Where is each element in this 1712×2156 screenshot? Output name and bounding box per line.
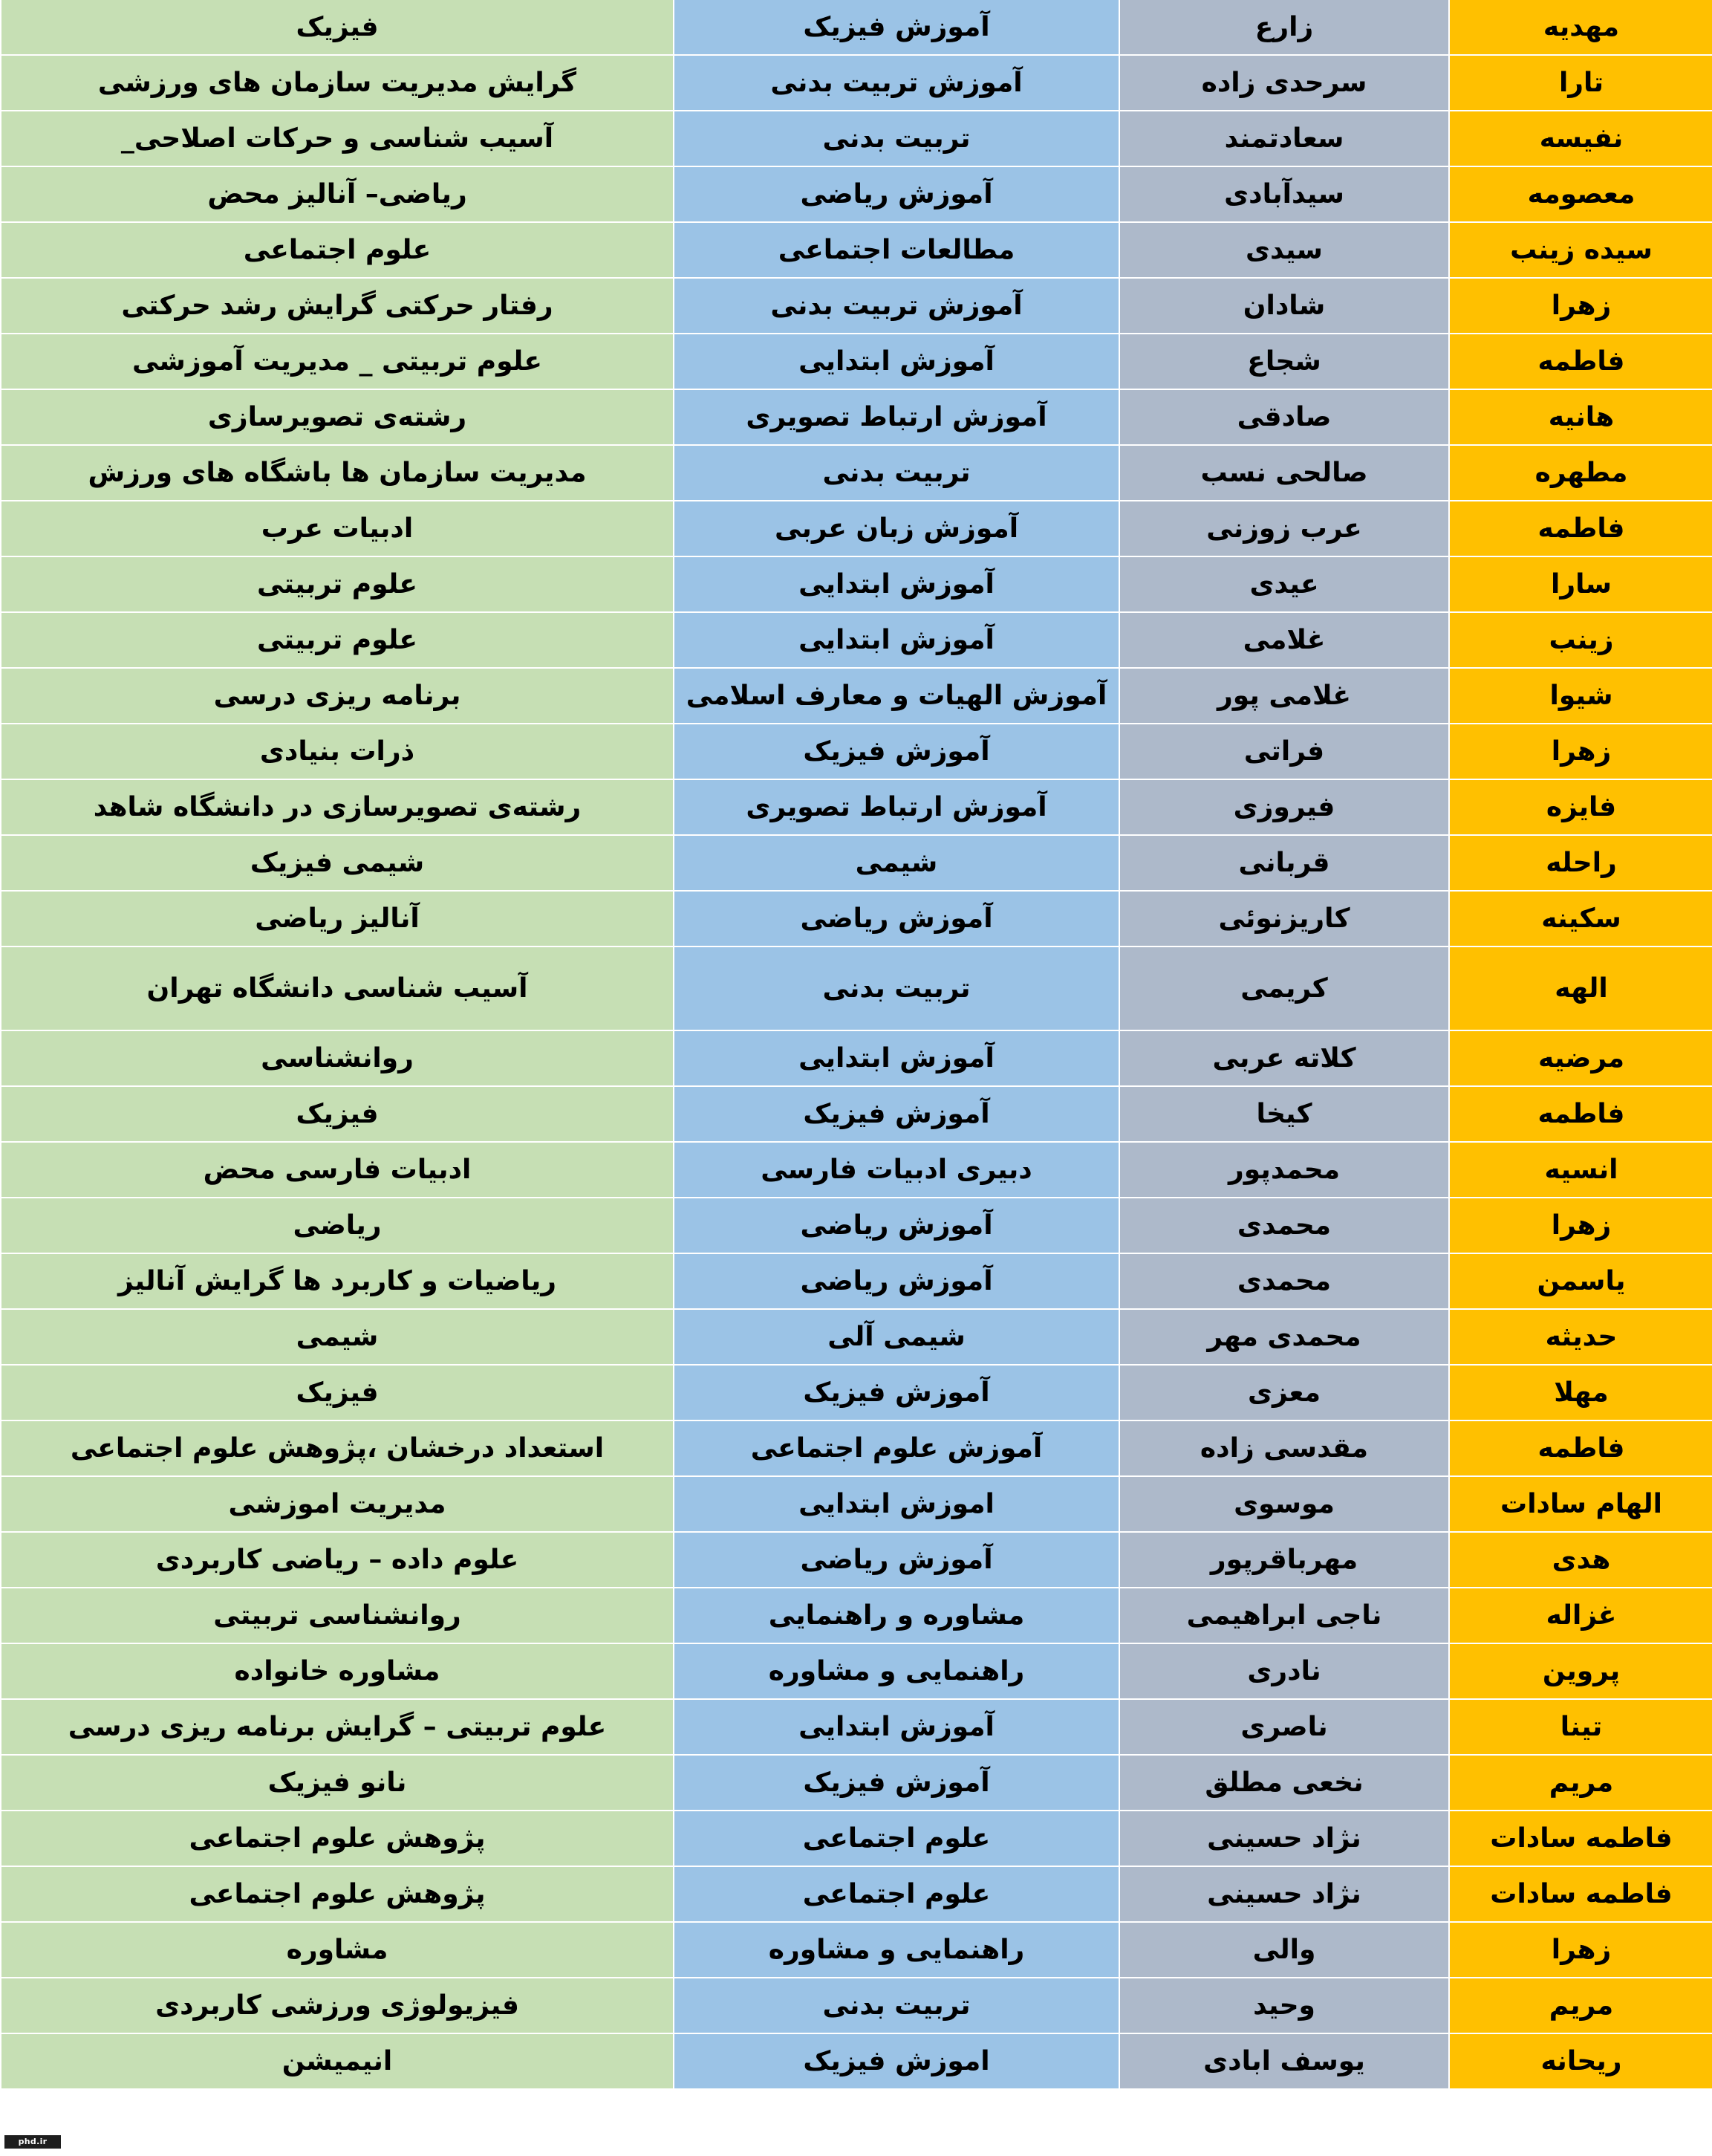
table-row	[1, 1643, 1712, 1699]
last-name-cell: سیدآبادی	[1119, 166, 1449, 222]
last-name-cell: کریمی	[1119, 947, 1449, 1030]
teaching-course-cell: تربیت بدنی	[674, 111, 1119, 166]
table-row	[1, 501, 1712, 556]
last-name-cell: غلامی	[1119, 612, 1449, 668]
teaching-course-cell: راهنمایی و مشاوره	[674, 1643, 1119, 1699]
first-name-cell: غزاله	[1449, 1588, 1712, 1643]
first-name-cell: زهرا	[1449, 278, 1712, 334]
teaching-course-cell: آموزش تربیت بدنی	[674, 278, 1119, 334]
first-name-cell: مرضیه	[1449, 1030, 1712, 1086]
first-name-cell: ریحانه	[1449, 2033, 1712, 2089]
first-name-cell: راحله	[1449, 835, 1712, 891]
table-row	[1, 278, 1712, 334]
first-name-cell: فاطمه سادات	[1449, 1811, 1712, 1866]
table-row	[1, 111, 1712, 166]
field-of-study-cell: مشاوره خانواده	[1, 1643, 674, 1699]
first-name-cell: الهه	[1449, 947, 1712, 1030]
first-name-cell: فاطمه	[1449, 501, 1712, 556]
field-of-study-cell: آسیب شناسی و حرکات اصلاحی_	[1, 111, 674, 166]
field-of-study-cell: علوم اجتماعی	[1, 222, 674, 278]
first-name-cell: زینب	[1449, 612, 1712, 668]
teaching-course-cell: آموزش ابتدایی	[674, 334, 1119, 389]
field-of-study-cell: علوم داده – ریاضی کاربردی	[1, 1532, 674, 1588]
teaching-course-cell: تربیت بدنی	[674, 1978, 1119, 2033]
table-row	[1, 389, 1712, 445]
first-name-cell: مهلا	[1449, 1365, 1712, 1420]
table-row	[1, 1476, 1712, 1532]
teaching-course-cell: آموزش فیزیک	[674, 1755, 1119, 1811]
table-row	[1, 1755, 1712, 1811]
table-row	[1, 891, 1712, 947]
last-name-cell: ناجی ابراهیمی	[1119, 1588, 1449, 1643]
first-name-cell: مریم	[1449, 1755, 1712, 1811]
table-row	[1, 556, 1712, 612]
teaching-course-cell: آموزش فیزیک	[674, 1086, 1119, 1142]
first-name-cell: زهرا	[1449, 1198, 1712, 1253]
table-row	[1, 1420, 1712, 1476]
first-name-cell: پروین	[1449, 1643, 1712, 1699]
site-logo-text: phd.ir	[18, 2137, 48, 2146]
teaching-course-cell: آموزش ریاضی	[674, 166, 1119, 222]
teaching-course-cell: راهنمایی و مشاوره	[674, 1922, 1119, 1978]
first-name-cell: تینا	[1449, 1699, 1712, 1755]
last-name-cell: معزی	[1119, 1365, 1449, 1420]
field-of-study-cell: ادبیات عرب	[1, 501, 674, 556]
last-name-cell: عرب زوزنی	[1119, 501, 1449, 556]
field-of-study-cell: مدیریت اموزشی	[1, 1476, 674, 1532]
teaching-course-cell: علوم اجتماعی	[674, 1866, 1119, 1922]
field-of-study-cell: فیزیک	[1, 1086, 674, 1142]
field-of-study-cell: مشاوره	[1, 1922, 674, 1978]
last-name-cell: سیدی	[1119, 222, 1449, 278]
last-name-cell: محمدی	[1119, 1198, 1449, 1253]
last-name-cell: نادری	[1119, 1643, 1449, 1699]
table-row	[1, 1588, 1712, 1643]
first-name-cell: حدیثه	[1449, 1309, 1712, 1365]
last-name-cell: غلامی پور	[1119, 668, 1449, 724]
table-row	[1, 55, 1712, 111]
last-name-cell: کاریزنوئی	[1119, 891, 1449, 947]
field-of-study-cell: شیمی فیزیک	[1, 835, 674, 891]
first-name-cell: فاطمه	[1449, 1086, 1712, 1142]
first-name-cell: هانیه	[1449, 389, 1712, 445]
field-of-study-cell: گرایش مدیریت سازمان های ورزشی	[1, 55, 674, 111]
field-of-study-cell: رفتار حرکتی گرایش رشد حرکتی	[1, 278, 674, 334]
first-name-cell: معصومه	[1449, 166, 1712, 222]
students-table-body	[1, 0, 1712, 2089]
first-name-cell: فایزه	[1449, 779, 1712, 835]
last-name-cell: شادان	[1119, 278, 1449, 334]
table-row	[1, 1030, 1712, 1086]
field-of-study-cell: فیزیک	[1, 0, 674, 55]
teaching-course-cell: آموزش ابتدایی	[674, 1699, 1119, 1755]
table-row	[1, 334, 1712, 389]
table-row	[1, 1365, 1712, 1420]
last-name-cell: سرحدی زاده	[1119, 55, 1449, 111]
teaching-course-cell: شیمی آلی	[674, 1309, 1119, 1365]
table-row	[1, 1978, 1712, 2033]
last-name-cell: مقدسی زاده	[1119, 1420, 1449, 1476]
field-of-study-cell: علوم تربیتی _ مدیریت آموزشی	[1, 334, 674, 389]
first-name-cell: مهدیه	[1449, 0, 1712, 55]
field-of-study-cell: روانشناسی تربیتی	[1, 1588, 674, 1643]
first-name-cell: مطهره	[1449, 445, 1712, 501]
first-name-cell: الهام سادات	[1449, 1476, 1712, 1532]
table-row	[1, 2033, 1712, 2089]
table-row	[1, 1198, 1712, 1253]
teaching-course-cell: آموزش ارتباط تصویری	[674, 389, 1119, 445]
teaching-course-cell: شیمی	[674, 835, 1119, 891]
teaching-course-cell: تربیت بدنی	[674, 947, 1119, 1030]
last-name-cell: صالحی نسب	[1119, 445, 1449, 501]
first-name-cell: فاطمه	[1449, 334, 1712, 389]
last-name-cell: کیخا	[1119, 1086, 1449, 1142]
teaching-course-cell: اموزش فیزیک	[674, 2033, 1119, 2089]
first-name-cell: تارا	[1449, 55, 1712, 111]
last-name-cell: سعادتمند	[1119, 111, 1449, 166]
first-name-cell: هدی	[1449, 1532, 1712, 1588]
first-name-cell: فاطمه سادات	[1449, 1866, 1712, 1922]
field-of-study-cell: آسیب شناسی دانشگاه تهران	[1, 947, 674, 1030]
table-row	[1, 445, 1712, 501]
field-of-study-cell: فیزیک	[1, 1365, 674, 1420]
teaching-course-cell: آموزش زبان عربی	[674, 501, 1119, 556]
table-row	[1, 1922, 1712, 1978]
teaching-course-cell: آموزش فیزیک	[674, 724, 1119, 779]
teaching-course-cell: آموزش فیزیک	[674, 1365, 1119, 1420]
field-of-study-cell: علوم تربیتی	[1, 612, 674, 668]
field-of-study-cell: ادبیات فارسی محض	[1, 1142, 674, 1198]
last-name-cell: فراتی	[1119, 724, 1449, 779]
last-name-cell: وحید	[1119, 1978, 1449, 2033]
table-row	[1, 947, 1712, 1030]
table-row	[1, 724, 1712, 779]
first-name-cell: انسیه	[1449, 1142, 1712, 1198]
teaching-course-cell: آموزش ریاضی	[674, 1253, 1119, 1309]
teaching-course-cell: مشاوره و راهنمایی	[674, 1588, 1119, 1643]
field-of-study-cell: آنالیز ریاضی	[1, 891, 674, 947]
teaching-course-cell: دبیری ادبیات فارسی	[674, 1142, 1119, 1198]
table-row	[1, 1086, 1712, 1142]
teaching-course-cell: تربیت بدنی	[674, 445, 1119, 501]
last-name-cell: محمدپور	[1119, 1142, 1449, 1198]
table-row	[1, 0, 1712, 55]
field-of-study-cell: رشته‌ی تصویرسازی	[1, 389, 674, 445]
teaching-course-cell: علوم اجتماعی	[674, 1811, 1119, 1866]
table-row	[1, 1253, 1712, 1309]
teaching-course-cell: آموزش تربیت بدنی	[674, 55, 1119, 111]
field-of-study-cell: رشته‌ی تصویرسازی در دانشگاه شاهد	[1, 779, 674, 835]
teaching-course-cell: آموزش فیزیک	[674, 0, 1119, 55]
last-name-cell: صادقی	[1119, 389, 1449, 445]
last-name-cell: ناصری	[1119, 1699, 1449, 1755]
last-name-cell: محمدی مهر	[1119, 1309, 1449, 1365]
field-of-study-cell: برنامه ریزی درسی	[1, 668, 674, 724]
field-of-study-cell: پژوهش علوم اجتماعی	[1, 1866, 674, 1922]
last-name-cell: نژاد حسینی	[1119, 1811, 1449, 1866]
field-of-study-cell: روانشناسی	[1, 1030, 674, 1086]
teaching-course-cell: آموزش ریاضی	[674, 1198, 1119, 1253]
last-name-cell: فیروزی	[1119, 779, 1449, 835]
teaching-course-cell: آموزش ابتدایی	[674, 612, 1119, 668]
first-name-cell: زهرا	[1449, 1922, 1712, 1978]
last-name-cell: کلاته عربی	[1119, 1030, 1449, 1086]
field-of-study-cell: علوم تربیتی	[1, 556, 674, 612]
table-row	[1, 1309, 1712, 1365]
last-name-cell: شجاع	[1119, 334, 1449, 389]
field-of-study-cell: ریاضی	[1, 1198, 674, 1253]
field-of-study-cell: علوم تربیتی – گرایش برنامه ریزی درسی	[1, 1699, 674, 1755]
teaching-course-cell: آموزش ارتباط تصویری	[674, 779, 1119, 835]
last-name-cell: محمدی	[1119, 1253, 1449, 1309]
last-name-cell: نژاد حسینی	[1119, 1866, 1449, 1922]
last-name-cell: مهرباقرپور	[1119, 1532, 1449, 1588]
field-of-study-cell: ریاضی– آنالیز محض	[1, 166, 674, 222]
field-of-study-cell: فیزیولوژی ورزشی کاربردی	[1, 1978, 674, 2033]
site-logo	[4, 2135, 61, 2149]
table-row	[1, 1811, 1712, 1866]
last-name-cell: موسوی	[1119, 1476, 1449, 1532]
table-row	[1, 222, 1712, 278]
table-row	[1, 1699, 1712, 1755]
teaching-course-cell: آموزش الهیات و معارف اسلامی	[674, 668, 1119, 724]
table-row	[1, 835, 1712, 891]
field-of-study-cell: مدیریت سازمان ها باشگاه های ورزش	[1, 445, 674, 501]
first-name-cell: سکینه	[1449, 891, 1712, 947]
field-of-study-cell: شیمی	[1, 1309, 674, 1365]
table-row	[1, 612, 1712, 668]
table-row	[1, 1866, 1712, 1922]
field-of-study-cell: انیمیشن	[1, 2033, 674, 2089]
first-name-cell: مریم	[1449, 1978, 1712, 2033]
teaching-course-cell: آموزش ابتدایی	[674, 1030, 1119, 1086]
first-name-cell: شیوا	[1449, 668, 1712, 724]
first-name-cell: زهرا	[1449, 724, 1712, 779]
teaching-course-cell: اموزش ابتدایی	[674, 1476, 1119, 1532]
teaching-course-cell: مطالعات اجتماعی	[674, 222, 1119, 278]
field-of-study-cell: پژوهش علوم اجتماعی	[1, 1811, 674, 1866]
table-row	[1, 1532, 1712, 1588]
field-of-study-cell: ذرات بنیادی	[1, 724, 674, 779]
teaching-course-cell: آموزش ریاضی	[674, 891, 1119, 947]
last-name-cell: قربانی	[1119, 835, 1449, 891]
last-name-cell: عیدی	[1119, 556, 1449, 612]
teaching-course-cell: آموزش ریاضی	[674, 1532, 1119, 1588]
teaching-course-cell: آموزش ابتدایی	[674, 556, 1119, 612]
last-name-cell: یوسف ابادی	[1119, 2033, 1449, 2089]
first-name-cell: یاسمن	[1449, 1253, 1712, 1309]
last-name-cell: زارع	[1119, 0, 1449, 55]
last-name-cell: والی	[1119, 1922, 1449, 1978]
last-name-cell: نخعی مطلق	[1119, 1755, 1449, 1811]
table-row	[1, 668, 1712, 724]
first-name-cell: سارا	[1449, 556, 1712, 612]
teaching-course-cell: آموزش علوم اجتماعی	[674, 1420, 1119, 1476]
table-row	[1, 1142, 1712, 1198]
field-of-study-cell: ریاضیات و کاربرد ها گرایش آنالیز	[1, 1253, 674, 1309]
first-name-cell: نفیسه	[1449, 111, 1712, 166]
field-of-study-cell: استعداد درخشان ،پژوهش علوم اجتماعی	[1, 1420, 674, 1476]
table-row	[1, 779, 1712, 835]
first-name-cell: فاطمه	[1449, 1420, 1712, 1476]
first-name-cell: سیده زینب	[1449, 222, 1712, 278]
table-row	[1, 166, 1712, 222]
field-of-study-cell: نانو فیزیک	[1, 1755, 674, 1811]
